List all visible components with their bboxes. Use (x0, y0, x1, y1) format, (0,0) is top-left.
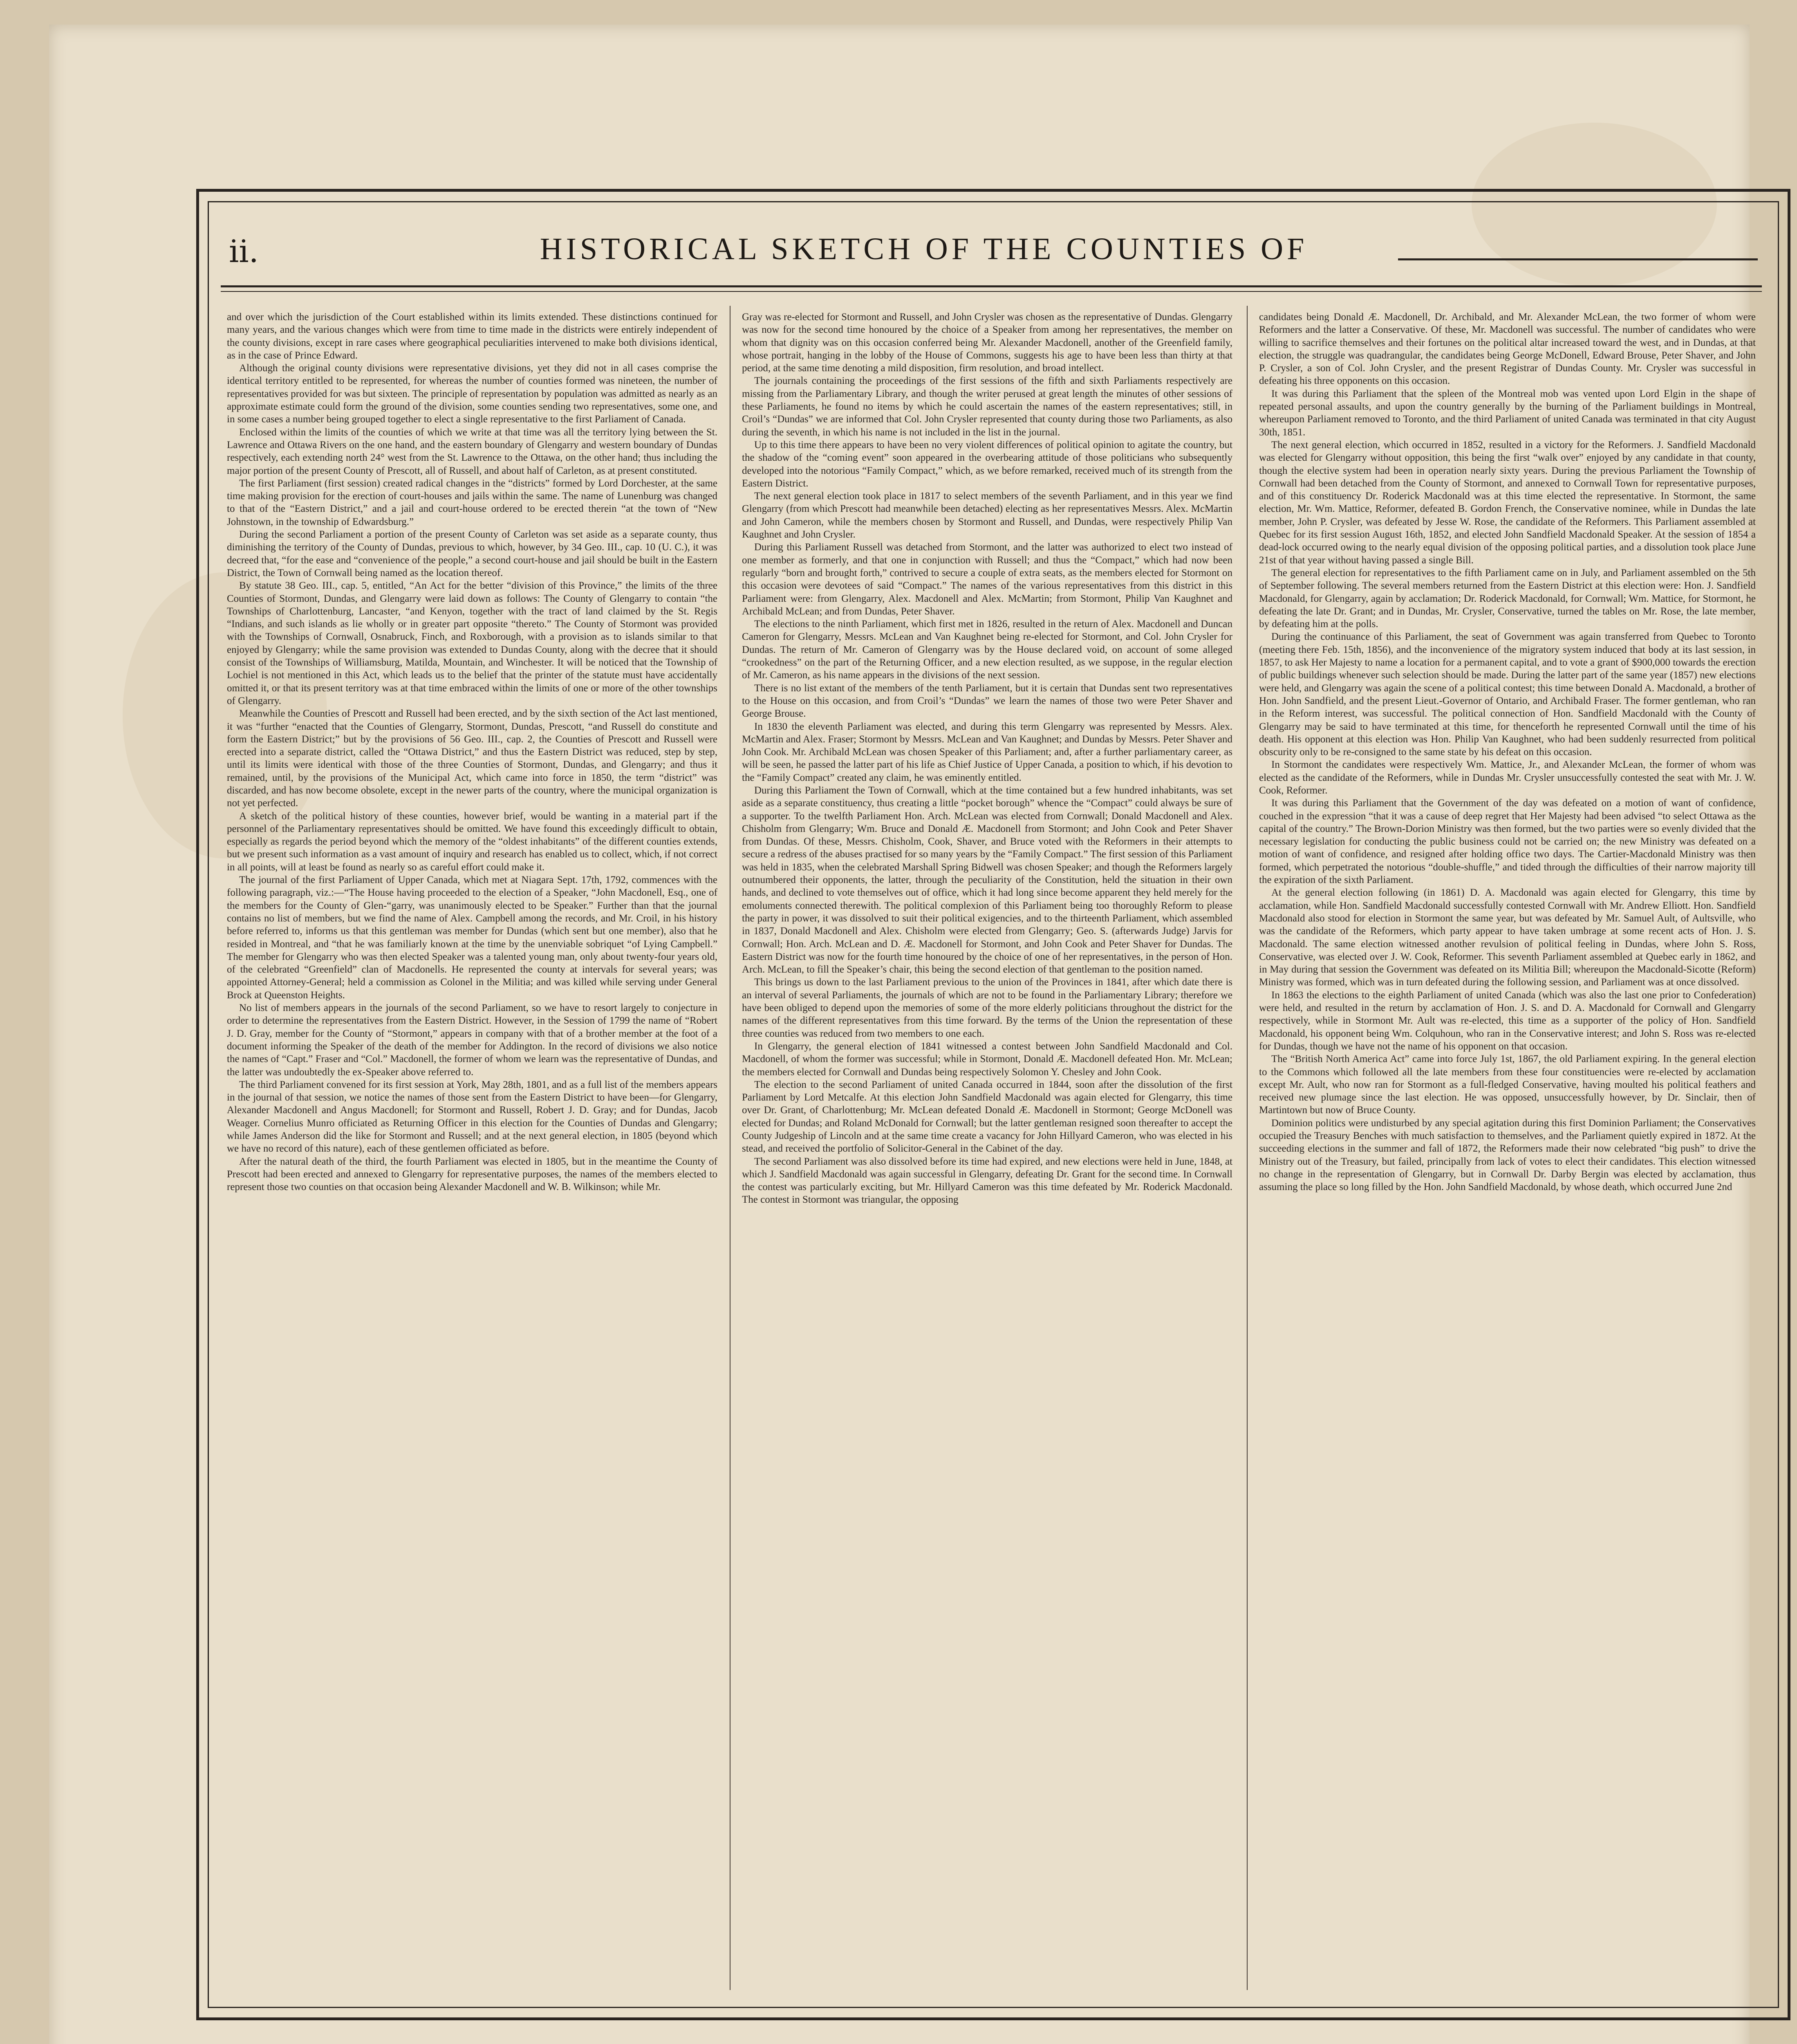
paragraph: After the natural death of the third, the fourth Parliament was elected in 1805, but in the meantime the County of Prescott had been erected and annexed to Glengarry for representative purposes, the names of the members elected to represent those two counties on that occasion being Alexander Macdonell and W. B. Wilkinson; while Mr. (227, 1156, 717, 1193)
paragraph: and over which the jurisdiction of the Court established within its limits extended. These distinctions continued for many years, and the various changes which were from time to time made in the districts were entirely independent of the county divisions, except in rare cases where geographical peculiarities intervened to make both divisions identical, as in the case of Prince Edward. (227, 312, 717, 361)
paragraph: The “British North America Act” came into force July 1st, 1867, the old Parliament expiring. In the general election to the Commons which followed all the late members from these four constituencies were re-elected by acclamation except Mr. Ault, who now ran for Stormont as a full-fledged Conservative, having moulted his political feathers and received new plumage since the last election. He was opposed, unsuccessfully however, by Dr. Sinclair, then of Martintown but now of Bruce County. (1259, 1053, 1756, 1116)
header-rule-thick (221, 285, 1762, 287)
paragraph: It was during this Parliament that the Government of the day was defeated on a motion of want of confidence, couched in the expression “that it was a cause of deep regret that Her Majesty had been advised “to select Ottawa as the capital of the country.” The Brown-Dorion Ministry was then formed, but the two parties were so evenly divided that the necessary legislation for conducting the public business could not be carried on; the new Ministry was defeated on a motion of want of confidence, and resigned after holding office two days. The Cartier-Macdonald Ministry was then formed, which perpetrated the notorious “double-shuffle,” and tided through the difficulties of their narrow majority till the expiration of the sixth Parliament. (1259, 798, 1756, 886)
paragraph: The elections to the ninth Parliament, which first met in 1826, resulted in the return of Alex. Macdonell and Duncan Cameron for Glengarry, Messrs. McLean and Van Kaughnet being re-elected for Stormont, and Col. John Crysler for Dundas. The return of Mr. Cameron of Glengarry was by the House declared void, on account of some alleged “crookedness” on the part of the Returning Officer, and a new election resulted, as we suppose, in the regular election of Mr. Cameron, as his name appears in the divisions of the next session. (742, 619, 1232, 681)
paragraph: Dominion politics were undisturbed by any special agitation during this first Dominion Parliament; the Conservatives occupied the Treasury Benches with much satisfaction to themselves, and the Parliament quietly expired in 1872. At the succeeding elections in the summer and fall of 1872, the Reformers made their now celebrated “big push” to drive the Ministry out of the Treasury, but failed, principally from lack of votes to elect their candidates. This election witnessed no change in the representation of Glengarry, but in Cornwall Dr. Darby Bergin was elected by acclamation, thus assuming the place so long filled by the Hon. John Sandfield Macdonald, by whose death, which occurred June 2nd (1259, 1117, 1756, 1193)
paragraph: The election to the second Parliament of united Canada occurred in 1844, soon after the dissolution of the first Parliament by Lord Metcalfe. At this election John Sandfield Macdonald was again elected for Glengarry, this time over Dr. Grant, of Charlottenburg; Mr. McLean defeated Donald Æ. Macdonell in Stormont; George McDonell was elected for Dundas; and Roland McDonald for Cornwall; but the latter gentleman resigned soon thereafter to accept the County Judgeship of Lincoln and at the same time create a vacancy for John Hillyard Cameron, who was elected in his stead, and received the portfolio of Solicitor-General in the Cabinet of the day. (742, 1079, 1232, 1154)
header-rule-thin (221, 291, 1762, 292)
paragraph: In 1830 the eleventh Parliament was elected, and during this term Glengarry was represented by Messrs. Alex. McMartin and Alex. Fraser; Stormont by Messrs. McLean and Van Kaughnet; and Dundas by Messrs. Peter Shaver and John Cook. Mr. Archibald McLean was chosen Speaker of this Parliament; and, after a further parliamentary career, as will be seen, he passed the latter part of his life as Chief Justice of Upper Canada, a position to which, if his devotion to the “Family Compact” created any claim, he was eminently entitled. (742, 721, 1232, 783)
paragraph: In Glengarry, the general election of 1841 witnessed a contest between John Sandfield Macdonald and Col. Macdonell, of whom the former was successful; while in Stormont, Donald Æ. Macdonell defeated Hon. Mr. McLean; the members elected for Cornwall and Dundas being respectively Solomon Y. Chesley and John Cook. (742, 1040, 1232, 1078)
paragraph: There is no list extant of the members of the tenth Parliament, but it is certain that Dundas sent two representatives to the House on this occasion, and from Croil’s “Dundas” we learn the names of those two were Peter Shaver and George Brouse. (742, 682, 1232, 719)
paragraph: In 1863 the elections to the eighth Parliament of united Canada (which was also the last one prior to Confederation) were held, and resulted in the return by acclamation of Hon. J. S. and D. A. Macdonald for Cornwall and Glengarry respectively, while in Stormont Mr. Ault was re-elected, this time as a supporter of the policy of Hon. Sandfield Macdonald, his opponent being Wm. Colquhoun, who ran in the Conservative interest; and John S. Ross was re-elected for Dundas, though we have not the name of his opponent on that occasion. (1259, 989, 1756, 1052)
paragraph: Although the original county divisions were representative divisions, yet they did not in all cases comprise the identical territory entitled to be represented, for whereas the number of counties formed was nineteen, the number of representatives provided for was but sixteen. The principle of representation by population was admitted as nearly as an approximate estimate could form the ground of the division, some counties sending two representatives, some one, and in some cases a number being grouped together to elect a single representative to the first Parliament of Canada. (227, 363, 717, 425)
paragraph: It was during this Parliament that the spleen of the Montreal mob was vented upon Lord Elgin in the shape of repeated personal assaults, and upon the country generally by the burning of the Parliament buildings in Montreal, whereupon Parliament removed to Toronto, and the third Parliament of united Canada was terminated in that city August 30th, 1851. (1259, 388, 1756, 438)
paragraph: The general election for representatives to the fifth Parliament came on in July, and Parliament assembled on the 5th of September following. The several members returned from the Eastern District at this election were: Hon. J. Sandfield Macdonald, for Glengarry, again by acclamation; Dr. Roderick Macdonald, for Cornwall; Wm. Mattice, for Stormont, he defeating the late Dr. Grant; and in Dundas, Mr. Crysler, Conservative, turned the tables on Mr. Rose, the late member, by defeating him at the polls. (1259, 567, 1756, 630)
paragraph: Up to this time there appears to have been no very violent differences of political opinion to agitate the country, but the shadow of the “coming event” soon appeared in the overbearing attitude of those politicians who subsequently developed into the notorious “Family Compact,” which, as we before remarked, received much of its strength from the Eastern District. (742, 439, 1232, 489)
paragraph: The third Parliament convened for its first session at York, May 28th, 1801, and as a full list of the members appears in the journal of that session, we notice the names of those sent from the Eastern District to have been—for Glengarry, Alexander Macdonell and Angus Macdonell; for Stormont and Russell, Robert J. D. Gray; and for Dundas, Jacob Weager. Cornelius Munro officiated as Returning Officer in this election for the Counties of Dundas and Glengarry; while James Anderson did the like for Stormont and Russell; and at the next general election, in 1805 (beyond which we have no record of this nature), each of these gentlemen officiated as before. (227, 1079, 717, 1154)
paragraph: The journals containing the proceedings of the first sessions of the fifth and sixth Parliaments respectively are missing from the Parliamentary Library, and though the writer perused at great length the minutes of other sessions of these Parliaments, he found no items by which he could ascertain the names of the eastern representatives; still, in Croil’s “Dundas” we are informed that Col. John Crysler represented that county during those two Parliaments, as also during the seventh, in which his name is not included in the list in the journal. (742, 375, 1232, 438)
text-column-3 (1259, 311, 1756, 1991)
paragraph: candidates being Donald Æ. Macdonell, Dr. Archibald, and Mr. Alexander McLean, the two former of whom were Reformers and the latter a Conservative. Of these, Mr. Macdonell was successful. The number of candidates who were willing to sacrifice themselves and their fortunes on the political altar increased toward the west, and in Dundas, at that election, the struggle was quadrangular, the candidates being George McDonell, Edward Brouse, Peter Shaver, and John P. Crysler, a son of Col. John Crysler, and the present Registrar of Dundas County. Mr. Crysler was successful in defeating his three opponents on this occasion. (1259, 312, 1756, 387)
paragraph: The journal of the first Parliament of Upper Canada, which met at Niagara Sept. 17th, 1792, commences with the following paragraph, viz.:—“The House having proceeded to the election of a Speaker, “John Macdonell, Esq., one of the members for the County of Glen-“garry, was unanimously elected to be Speaker.” Further than that the journal contains no list of members, but we find the name of Alex. Campbell among the records, and Mr. Croil, in his history before referred to, informs us that this gentleman was member for Dundas (which sent but one member), also that he resided in Montreal, and “that he was familiarly known at the time by the unenviable sobriquet “of Lying Campbell.” The member for Glengarry who was then elected Speaker was a talented young man, only about twenty-four years old, of the celebrated “Greenfield” clan of Macdonells. He represented the county at intervals for several years; was appointed Attorney-General; held a commission as Colonel in the Militia; and was killed while serving under General Brock at Queenston Heights. (227, 874, 717, 1001)
paragraph: No list of members appears in the journals of the second Parliament, so we have to resort largely to conjecture in order to determine the representatives from the Eastern District. However, in the Session of 1799 the name of “Robert J. D. Gray, member for the County of “Stormont,” appears in company with that of a brother member at the foot of a document informing the Speaker of the death of the member for Addington. In the record of divisions we also notice the names of “Capt.” Fraser and “Col.” Macdonell, the former of whom we learn was the representative of Dundas, and the latter was undoubtedly the ex-Speaker above referred to. (227, 1002, 717, 1078)
paragraph: During this Parliament Russell was detached from Stormont, and the latter was authorized to elect two instead of one member as formerly, and that one in conjunction with Russell; and thus the “Compact,” which had now been regularly “born and brought forth,” contrived to secure a couple of extra seats, as the members elected for Stormont on this occasion were devotees of said “Compact.” The names of the various representatives from this district in this Parliament were: from Glengarry, Alex. Macdonell and Alex. McMartin; from Stormont, Philip Van Kaughnet and Archibald McLean; and from Dundas, Peter Shaver. (742, 542, 1232, 617)
paragraph: By statute 38 Geo. III., cap. 5, entitled, “An Act for the better “division of this Province,” the limits of the three Counties of Stormont, Dundas, and Glengarry were laid down as follows: The County of Glengarry to contain “the Townships of Charlottenburg, Lancaster, “and Kenyon, together with the tract of land claimed by the St. Regis “Indians, and such islands as lie wholly or in greater part opposite “thereto.” The County of Stormont was provided with the Townships of Cornwall, Osnabruck, Finch, and Roxborough, with a provision as to islands similar to that enjoyed by Glengarry; while the same provision was extended to Dundas County, along with the decree that it should consist of the Townships of Williamsburg, Matilda, Mountain, and Winchester. It will be noticed that the Township of Lochiel is not mentioned in this Act, which leads us to the belief that the printer of the statute must have accidentally omitted it, or that its present territory was at that time embraced within the limits of one or more of the other townships of Glengarry. (227, 580, 717, 706)
page-number: ii. (229, 233, 259, 269)
paragraph: A sketch of the political history of these counties, however brief, would be wanting in a material part if the personnel of the Parliamentary representatives should be omitted. We have found this exceedingly difficult to obtain, especially as regards the period beyond which the memory of the “oldest inhabitants” of the different counties extends, but we present such information as a vast amount of inquiry and research has enabled us to collect, which, if not correct in all points, will at least be found as nearly so as careful effort could make it. (227, 810, 717, 873)
paragraph: The next general election took place in 1817 to select members of the seventh Parliament, and in this year we find Glengarry (from which Prescott had meanwhile been detached) electing as her representatives Messrs. Alex. McMartin and John Cameron, while the members chosen by Stormont and Russell, and Dundas, were respectively Philip Van Kaughnet and John Crysler. (742, 491, 1232, 540)
paragraph: During this Parliament the Town of Cornwall, which at the time contained but a few hundred inhabitants, was set aside as a separate constituency, thus creating a little “pocket borough” whence the “Compact” could always be sure of a supporter. To the twelfth Parliament Hon. Arch. McLean was elected from Cornwall; Donald Macdonell and Alex. Chisholm from Glengarry; Wm. Bruce and Donald Æ. Macdonell from Stormont; and John Cook and Peter Shaver from Dundas. Of these, Messrs. Chisholm, Cook, Shaver, and Bruce voted with the Reformers in their attempts to secure a redress of the abuses practised for so many years by the “Family Compact.” The first session of this Parliament was held in 1835, when the celebrated Marshall Spring Bidwell was chosen Speaker; and though the Reformers largely outnumbered their opponents, the latter, through the peculiarity of the Constitution, held the situation in their own hands, and declined to vote themselves out of office, which it had long since become apparent they held merely for the emoluments connected therewith. The political complexion of this Parliament being too thoroughly Reform to please the party in power, it was dissolved to suit their political exigencies, and to the thirteenth Parliament, which assembled in 1837, Donald Macdonell and Alex. Chisholm were elected from Glengarry; Geo. S. (afterwards Judge) Jarvis for Cornwall; Hon. Arch. McLean and D. Æ. Macdonell for Stormont, and John Cook and Peter Shaver for Dundas. The Eastern District was now for the fourth time honoured by the choice of one of her representatives, in the person of Hon. Arch. McLean, to fill the Speaker’s chair, this being the second election of that gentleman to the position named. (742, 784, 1232, 975)
paragraph: The next general election, which occurred in 1852, resulted in a victory for the Reformers. J. Sandfield Macdonald was elected for Glengarry without opposition, this being the first “walk over” enjoyed by any candidate in that county, though the elective system had been in operation nearly sixty years. During the previous Parliament the Township of Cornwall had been detached from the County of Stormont, and annexed to Cornwall Town for representative purposes, and of this constituency Dr. Roderick Macdonald was at this time elected the representative. In Stormont, the same election, Mr. Wm. Mattice, Reformer, defeated B. Gordon French, the Conservative nominee, while in Dundas the late member, John P. Crysler, was defeated by Jesse W. Rose, the candidate of the Reformers. This Parliament assembled at Quebec for its first session August 16th, 1852, and elected John Sandfield Macdonald Speaker. At the session of 1854 a dead-lock occurred owing to the nearly equal division of the opposing political parties, and a dissolution took place June 21st of that year without having passed a single Bill. (1259, 439, 1756, 566)
paragraph: At the general election following (in 1861) D. A. Macdonald was again elected for Glengarry, this time by acclamation, while Hon. Sandfield Macdonald successfully contested Cornwall with Mr. Andrew Elliott. Hon. Sandfield Macdonald also stood for election in Stormont the same year, but was defeated by Mr. Samuel Ault, of Aultsville, who was the candidate of the Reformers, which party appear to have taken umbrage at some recent acts of Hon. J. S. Macdonald. The same election witnessed another revulsion of political feeling in Dundas, where John S. Ross, Conservative, was elected over J. W. Cook, Reformer. This seventh Parliament assembled at Quebec early in 1862, and in May during that session the Government was defeated on its Militia Bill; whereupon the Macdonald-Sicotte (Reform) Ministry was formed, which was in turn defeated during the following session, and Parliament was at once dissolved. (1259, 887, 1756, 988)
paragraph: During the continuance of this Parliament, the seat of Government was again transferred from Quebec to Toronto (meeting there Feb. 15th, 1856), and the inconvenience of the migratory system induced that body at its last session, in 1857, to ask Her Majesty to name a location for a permanent capital, and to vote a grant of $900,000 towards the erection of public buildings whenever such selection should be made. During the latter part of the same year (1857) new elections were held, and Glengarry was again the scene of a political contest; this time between Donald A. Macdonald, a brother of Hon. John Sandfield, and the present Lieut.-Governor of Ontario, and Archibald Fraser. The former gentleman, who ran in the Reform interest, was successful. The political connection of Hon. Sandfield Macdonald with the County of Glengarry may be said to have terminated at this time, for thenceforth he represented Cornwall until the time of his death. His opponent at this election was Hon. Philip Van Kaughnet, who had been suddenly resurrected from political obscurity only to be re-consigned to the same state by his defeat on this occasion. (1259, 631, 1756, 758)
text-column-2 (742, 311, 1232, 1991)
paragraph: This brings us down to the last Parliament previous to the union of the Provinces in 1841, after which date there is an interval of several Parliaments, the journals of which are not to be found in the Parliamentary Library; therefore we have been obliged to depend upon the memories of some of the more elderly politicians throughout the district for the names of the different representatives from this time forward. By the terms of the Union the representation of these three counties was reduced from two members to one each. (742, 977, 1232, 1039)
paragraph: Enclosed within the limits of the counties of which we write at that time was all the territory lying between the St. Lawrence and Ottawa Rivers on the one hand, and the eastern boundary of Glengarry and western boundary of Dundas respectively, each extending north 24° west from the St. Lawrence to the Ottawa, on the other hand; thus including the major portion of the present County of Prescott, all of Russell, and about half of Carleton, as at present constituted. (227, 426, 717, 476)
text-column-1 (227, 311, 717, 1991)
paragraph: During the second Parliament a portion of the present County of Carleton was set aside as a separate county, thus diminishing the territory of the County of Dundas, previous to which, however, by 34 Geo. III., cap. 10 (U. C.), it was decreed that, “for the ease and “convenience of the people,” a second court-house and jail should be built in the Eastern District, the Town of Cornwall being named as the location thereof. (227, 529, 717, 578)
page-title: HISTORICAL SKETCH OF THE COUNTIES OF (540, 232, 1308, 266)
paragraph: Gray was re-elected for Stormont and Russell, and John Crysler was chosen as the representative of Dundas. Glengarry was now for the second time honoured by the choice of a Speaker from among her representatives, the member on whom that dignity was on this occasion conferred being Mr. Alexander Macdonell, another of the Greenfield family, whose portrait, hanging in the lobby of the House of Commons, suggests his age to have been less than thirty at that period, at the same time denoting a mild disposition, firm resolution, and broad intellect. (742, 312, 1232, 374)
title-rule (1398, 258, 1758, 260)
column-divider (1247, 306, 1248, 1990)
paragraph: Meanwhile the Counties of Prescott and Russell had been erected, and by the sixth section of the Act last mentioned, it was “further “enacted that the Counties of Glengarry, Stormont, Dundas, Prescott, “and Russell do constitute and form the Eastern District;” but by the provisions of 56 Geo. III., cap. 2, the Counties of Prescott and Russell were erected into a separate district, called the “Ottawa District,” and thus the Eastern District was reduced, step by step, until its limits were identical with those of the three Counties of Stormont, Dundas, and Glengarry; and thus it remained, until, by the provisions of the Municipal Act, which came into force in 1850, the term “district” was discarded, and has now become obsolete, except in the newer parts of the country, where the municipal organization is not yet perfected. (227, 708, 717, 809)
paragraph: The second Parliament was also dissolved before its time had expired, and new elections were held in June, 1848, at which J. Sandfield Macdonald was again successful in Glengarry, defeating Dr. Grant for the second time. In Cornwall the contest was particularly exciting, but Mr. Hillyard Cameron was this time defeated by Mr. Roderick Macdonald. The contest in Stormont was triangular, the opposing (742, 1156, 1232, 1206)
paragraph: The first Parliament (first session) created radical changes in the “districts” formed by Lord Dorchester, at the same time making provision for the erection of court-houses and jails within the same. The name of Lunenburg was changed to that of the “Eastern District,” and a jail and court-house ordered to be erected therein “at the town of “New Johnstown, in the township of Edwardsburg.” (227, 477, 717, 527)
paragraph: In Stormont the candidates were respectively Wm. Mattice, Jr., and Alexander McLean, the former of whom was elected as the candidate of the Reformers, while in Dundas Mr. Crysler unsuccessfully contested the seat with Mr. J. W. Cook, Reformer. (1259, 759, 1756, 796)
